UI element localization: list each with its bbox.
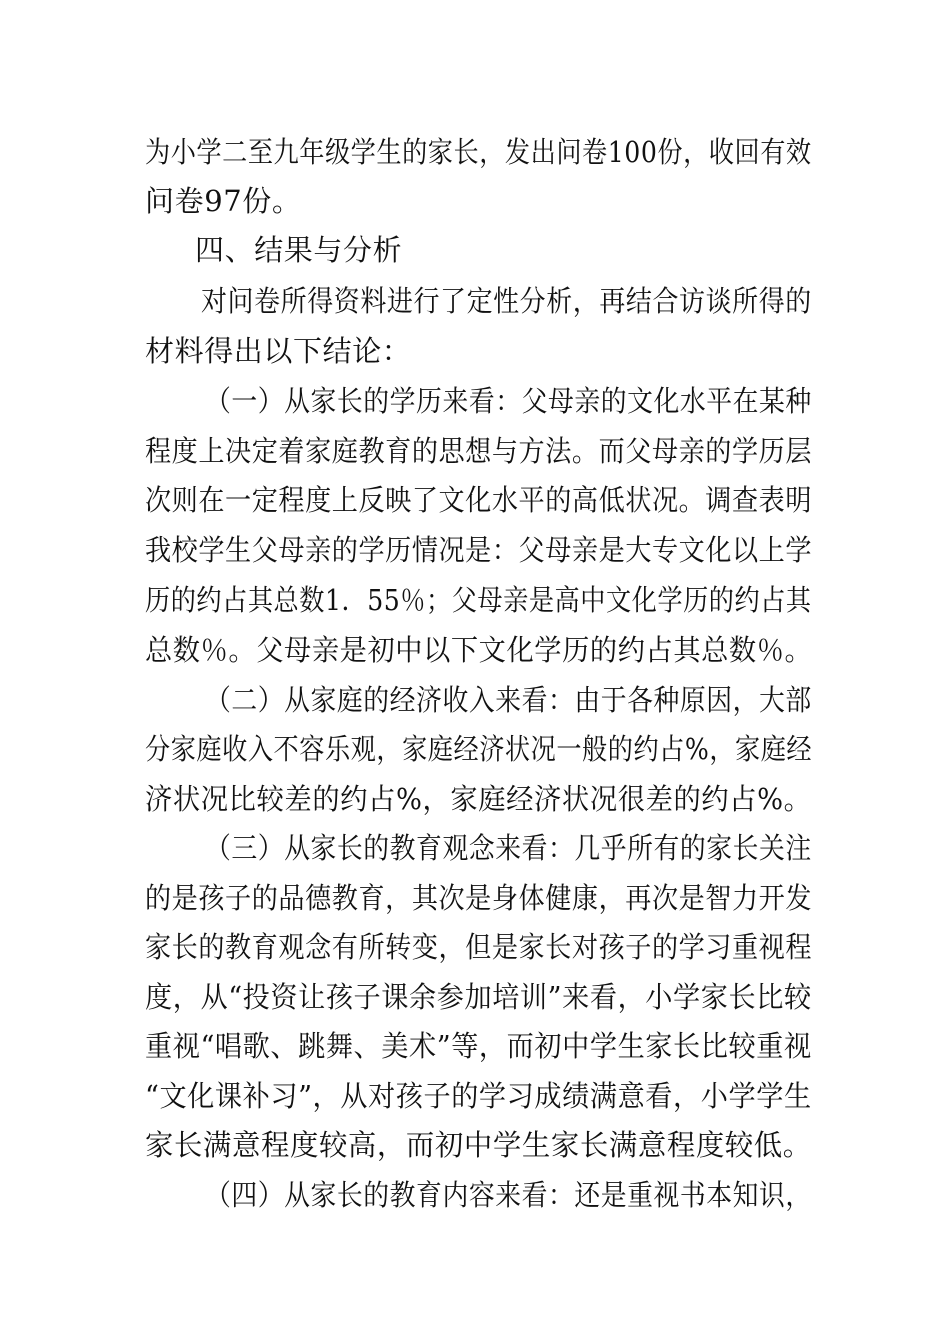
text-line-2: 问卷97份。: [145, 184, 302, 218]
text-line-5: 材料得出以下结论：: [145, 334, 412, 368]
text-line-22: （四）从家长的教育内容来看：还是重视书本知识，: [205, 1178, 812, 1212]
text-line-19: 重视“唱歌、跳舞、美术”等，而初中学生家长比较重视: [145, 1029, 812, 1063]
text-line-11: 总数％。父母亲是初中以下文化学历的约占其总数％。: [145, 633, 813, 667]
text-line-12: （二）从家庭的经济收入来看：由于各种原因，大部: [205, 683, 812, 717]
text-line-14: 济状况比较差的约占%，家庭经济状况很差的约占%。: [145, 782, 812, 816]
text-line-20: “文化课补习”，从对孩子的学习成绩满意看，小学学生: [145, 1079, 812, 1113]
text-line-17: 家长的教育观念有所转变，但是家长对孩子的学习重视程: [145, 930, 813, 964]
text-line-15: （三）从家长的教育观念来看：几乎所有的家长关注: [205, 831, 812, 865]
text-line-8: 次则在一定程度上反映了文化水平的高低状况。调查表明: [145, 483, 813, 517]
text-line-21: 家长满意程度较高，而初中学生家长满意程度较低。: [145, 1128, 812, 1162]
text-line-6: （一）从家长的学历来看：父母亲的文化水平在某种: [205, 384, 812, 418]
section-heading: 四、结果与分析: [195, 233, 403, 267]
text-line-7: 程度上决定着家庭教育的思想与方法。而父母亲的学历层: [145, 434, 813, 468]
text-line-16: 的是孩子的品德教育，其次是身体健康，再次是智力开发: [145, 881, 813, 915]
text-line-9: 我校学生父母亲的学历情况是：父母亲是大专文化以上学: [145, 533, 813, 567]
text-line-18: 度，从“投资让孩子课余参加培训”来看，小学家长比较: [145, 980, 812, 1014]
text-line-1: 为小学二至九年级学生的家长，发出问卷100份，收回有效: [145, 135, 812, 169]
text-line-4: 对问卷所得资料进行了定性分析，再结合访谈所得的: [201, 284, 812, 318]
text-line-10: 历的约占其总数1．55％；父母亲是高中文化学历的约占其: [145, 583, 812, 617]
text-line-13: 分家庭收入不容乐观，家庭经济状况一般的约占%，家庭经: [145, 732, 813, 766]
